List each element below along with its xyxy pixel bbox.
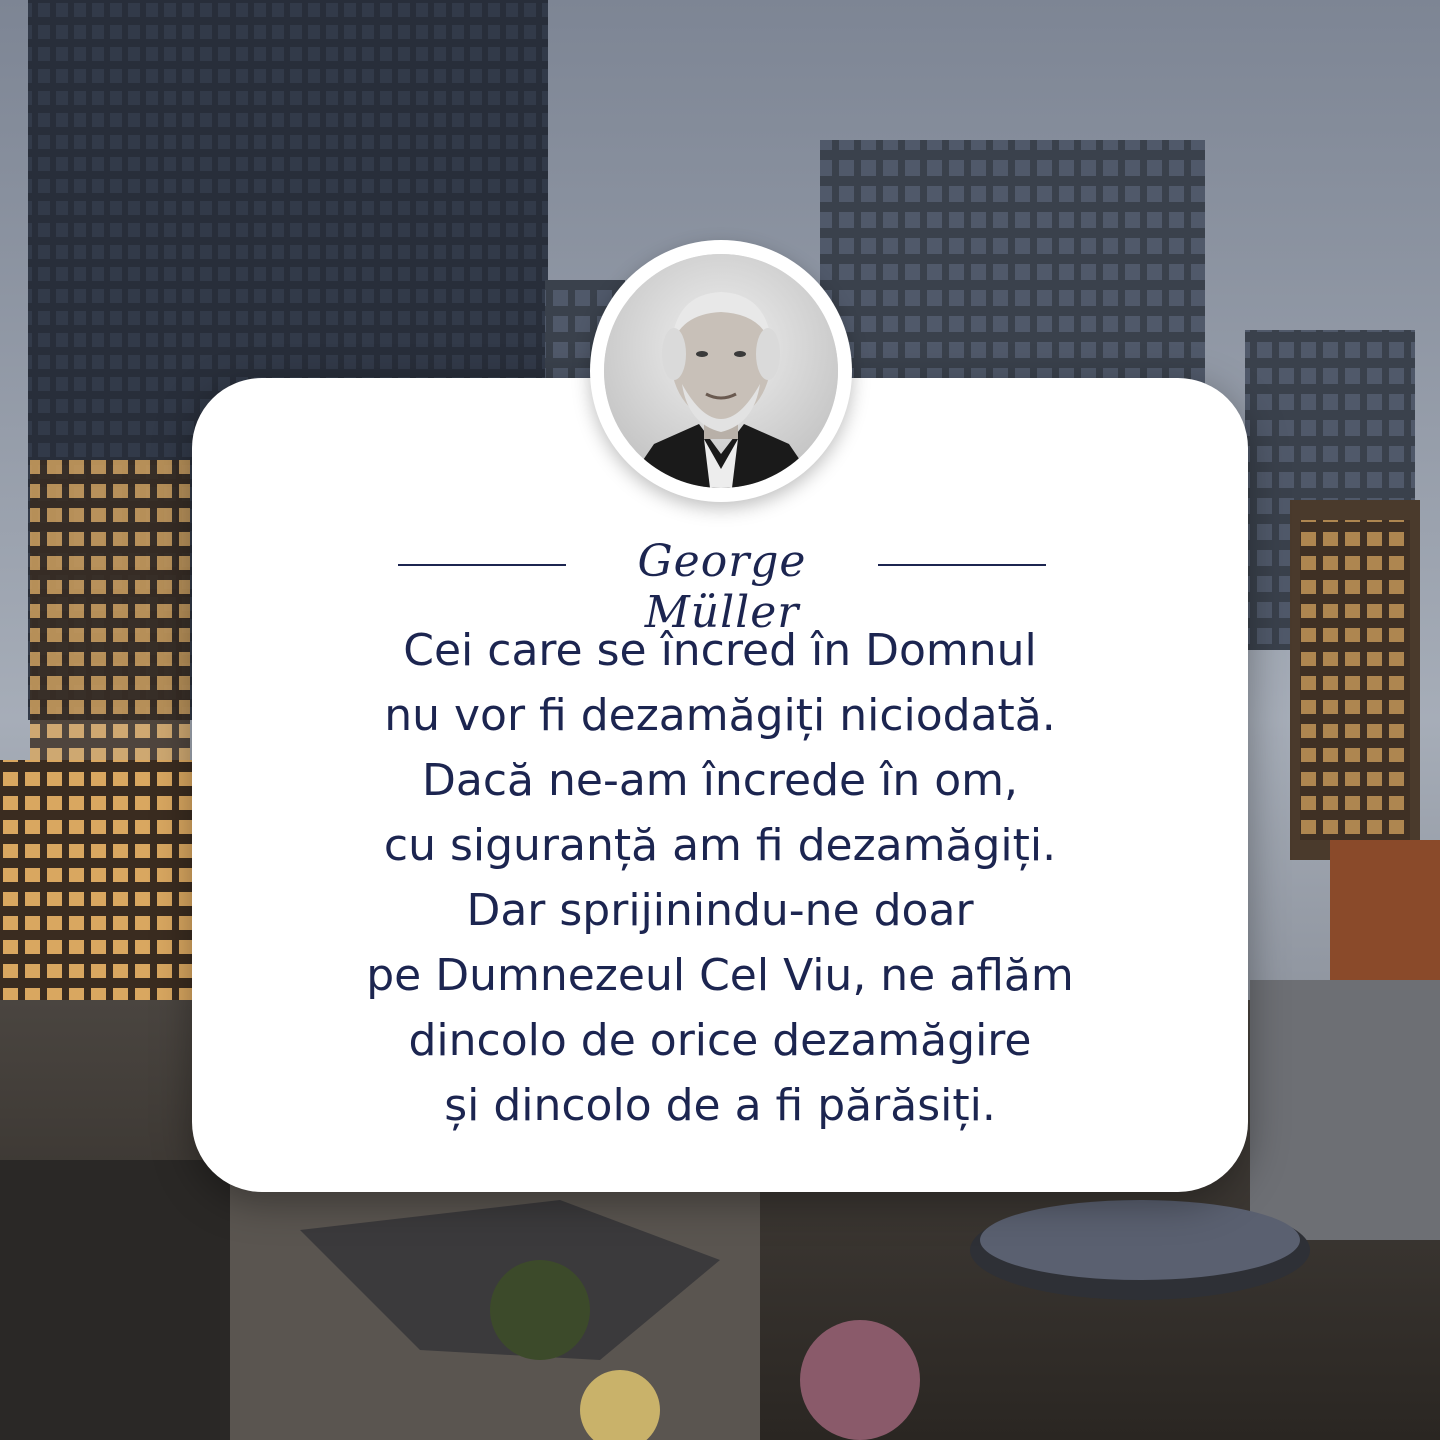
portrait-photo-icon xyxy=(604,254,838,488)
quote-line: Cei care se încred în Domnul xyxy=(403,625,1037,676)
quote-text xyxy=(220,618,1220,1138)
quote-line: Dar sprijinindu-ne doar xyxy=(466,885,974,936)
divider-right xyxy=(878,564,1046,566)
quote-line: cu siguranță am fi dezamăgiți. xyxy=(383,820,1057,871)
quote-line: nu vor fi dezamăgiți niciodată. xyxy=(384,690,1056,741)
divider-left xyxy=(398,564,566,566)
author-header xyxy=(398,530,1046,638)
author-name: George Müller xyxy=(637,536,807,638)
quote-line: și dincolo de a fi părăsiți. xyxy=(444,1080,996,1131)
quote-line: Dacă ne-am încrede în om, xyxy=(422,755,1018,806)
quote-line: dincolo de orice dezamăgire xyxy=(408,1015,1032,1066)
quote-line: pe Dumnezeul Cel Viu, ne aflăm xyxy=(366,950,1074,1001)
